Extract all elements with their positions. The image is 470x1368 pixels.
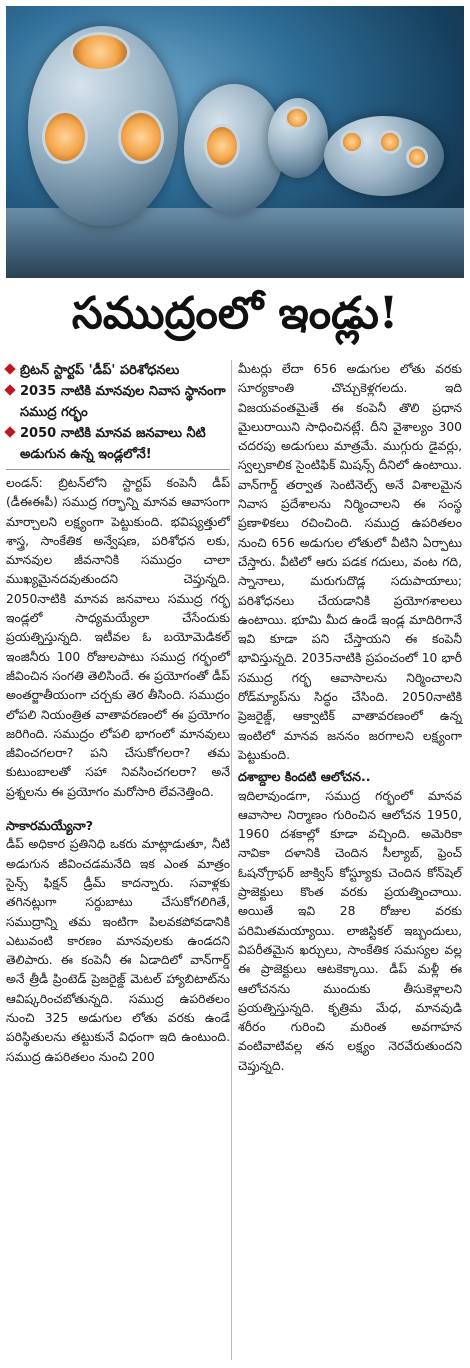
bullet-list [6,360,230,470]
left-column [6,360,230,1067]
subheading: దశాబ్దాల కిందటి ఆలోచన.. [238,769,371,785]
subheading: సాకారమయ్యేనా? [6,818,93,834]
column-divider [231,360,232,1360]
body-paragraph: ఇదిలావుండగా, సముద్ర గర్భంలో మానవ ఆవాసాల నిర్మాణం గురించిన ఆలోచన 1950, 1960 దశకాల్లో కూడా వచ్చింది. అమెరికా నావికా దళానికి చెందిన సీల్యాబ్, ఫ్రెంచ్ ఓషనోగ్రాఫర్ జాక్విస్ కోస్ట్యూకు చెందిన కోన్‌షెల్ ప్రాజెక్టులు కొంత వరకు ప్రయత్నించాయి. అయితే ఇవి 28 రోజుల వరకు పరిమితమయ్యాయి. లాజిస్టికల్ ఇబ్బందులు, విపరీతమైన ఖర్చులు, సాంకేతిక సమస్యల వల్ల ఈ ప్రాజెక్టులు ఆటకెక్కాయి. డీప్ మళ్లీ ఈ ఆలోచనను ముందుకు తీసుకెళ్లాలని ప్రయత్నిస్తున్నది. కృత్రిమ మేధ, మానవుడి శరీరం గురించి మరింత అవగాహన వంటివాటివల్ల తన లక్ష్యం నెరవేరుతుందని చెప్తున్నది. [238,788,462,1073]
habitat-window [118,110,164,164]
body-paragraph: లండన్: బ్రిటన్‌లోని స్టార్టప్ కంపెనీ డీప్ (డీఈఈపీ) సముద్ర గర్భాన్ని మానవ ఆవాసంగా మార్చాలని లక్ష్యంగా పెట్టుకుంది. భవిష్యత్తులో శాస్త్ర, సాంకేతిక అన్వేషణ, పరిశోధన లకు, మానవుల జీవనానికి సముద్రం చాలా ముఖ్యమైనదవుతుందని చెప్తున్నది. 2050నాటికి మానవ జనవాలు సముద్ర గర్భ ఇండ్లలో సాధ్యమయ్యేలా చేసేందుకు ప్రయత్నిస్తున్నది. ఇటీవల ఓ బయోమెడికల్ ఇంజినీరు 100 రోజులపాటు సముద్ర గర్భంలో జీవించిన సంగతి తెలిసిందే. ఈ ప్రయోగంతో డీప్ అంతర్జాతీయంగా చర్చకు తెర తీసింది. సముద్రం లోపలి నియంత్రిత వాతావరణంలో ఈ ప్రయోగం జరిగింది. సముద్రం లోపలి భాగంలో మానవులు జీవించగలరా? పని చేసుకోగలరా? తమ కుటుంబాలతో సహా నివసించగలరా? అనే ప్రశ్నలను ఈ ప్రయోగం మరోసారి లేవనెత్తింది. [6,476,230,799]
habitat-window [406,146,428,168]
habitat-window [42,110,88,164]
body-paragraph: డీప్ అధికార ప్రతినిధి ఒకరు మాట్లాడుతూ, నీటి అడుగున జీవించడమనేది ఇక ఎంత మాత్రం సైన్స్ ఫిక్షన్ డ్రీమ్ కాదన్నారు. సవాళ్లకు తగినట్లుగా సర్దుబాటు చేసుకోగలిగితే, సముద్రాన్ని తమ ఇంటిగా పిలవకపోవడానికి ఎటువంటి కారణం మానవులకు ఉండదని తెలిపారు. ఈ కంపెనీ ఈ ఏడాదిలో వాన్‌గార్డ్ అనే త్రీడీ ప్రింటెడ్ ప్రెజరైజ్డ్ మెటల్ హ్యాబిటాట్‌ను ఆవిష్కరించబోతున్నది. సముద్ర ఉపరితలం నుంచి 325 అడుగుల లోతు వరకు ఉండే పరిస్థితులను తట్టుకునే విధంగా ఇది ఉంటుంది. సముద్ర ఉపరితలం నుంచి 200 [6,837,230,1064]
right-column [238,360,462,1076]
habitat-window [378,130,402,154]
habitat-window [70,32,130,72]
hero-image [6,6,464,278]
bullet-item: 2050 నాటికి మానవ జనవాలు నీటి అడుగున ఉన్న ఇండ్లలోనే! [6,423,230,465]
body-paragraph: మీటర్లు లేదా 656 అడుగుల లోతు వరకు సూర్యకాంతి చొచ్చుకెళ్లగలదు. ఇది విజయవంతమైతే ఈ కంపెనీ తొలి ప్రధాన మైలురాయిని సాధించినట్లే. దీని వైశాల్యం 300 చదరపు అడుగులు మాత్రమే. ముగ్గురు డైవర్లు, స్వల్పకాలిక సైంటిఫిక్ మిషన్స్ దీనిలో ఉంటాయి. వాన్‌గార్డ్ తర్వాత సెంటినెల్స్ అనే విశాలమైన నివాస ప్రదేశాలను నిర్మించాలని ఈ సంస్థ ప్రణాళికలు రచించింది. సముద్ర ఉపరితలం నుంచి 656 అడుగుల లోతులో వీటిని ఏర్పాటు చేస్తారు. వీటిలో ఆరు పడక గదులు, వంట గది, స్నానాలు, మరుగుదొడ్ల సదుపాయాలు; పరిశోధనలు చేయడానికి ప్రయోగశాలలు ఉంటాయి. భూమి మీద ఉండే ఇండ్ల మాదిరిగానే ఇవి కూడా పని చేస్తాయని ఈ కంపెనీ భావిస్తున్నది. 2035నాటికి ప్రపంచంలో 10 భారీ సముద్ర గర్భ ఆవాసాలను నిర్మించాలని రోడ్‌మ్యాప్‌ను సిద్ధం చేసింది. 2050నాటికి ప్రెజరైజ్డ్, ఆక్వాటిక్ వాతావరణంలో ఉన్న ఇంటిలో మానవ జననం జరగాలని లక్ష్యంగా పెట్టుకుంది. [238,362,462,762]
bullet-item: 2035 నాటికి మానవుల నివాస స్థానంగా సముద్ర గర్భం [6,381,230,423]
habitat-window [340,130,364,154]
bullet-item: బ్రిటన్ స్టార్టప్ 'డీప్' పరిశోధనలు [6,360,230,381]
headline: సముద్రంలో ఇండ్లు! [71,288,399,339]
habitat-window [284,106,310,130]
habitat-window [204,124,240,168]
